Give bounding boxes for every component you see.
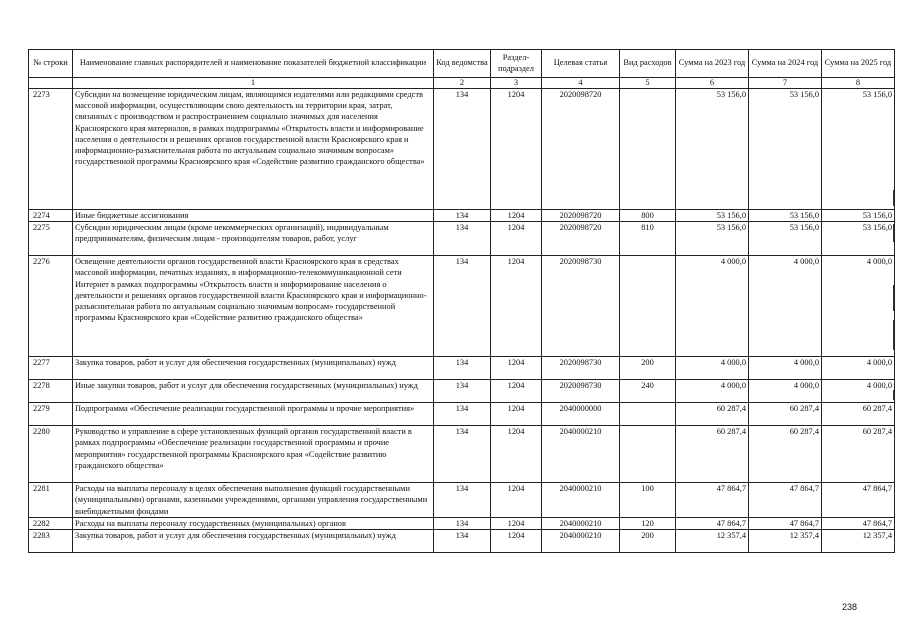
sum-2024-cell: 4 000,0	[749, 380, 822, 403]
column-number: 3	[491, 78, 542, 89]
exp-type-cell: 100	[620, 483, 676, 518]
exp-type-cell	[620, 403, 676, 426]
target-cell: 2040000210	[542, 517, 620, 529]
margin-mark	[893, 320, 894, 350]
row-name-cell: Закупка товаров, работ и услуг для обеспечения государственных (муниципальных) нужд	[73, 530, 434, 553]
margin-mark	[893, 190, 894, 206]
sum-2023-cell: 60 287,4	[676, 403, 749, 426]
target-cell: 2040000210	[542, 530, 620, 553]
target-cell: 2020098720	[542, 222, 620, 256]
sum-2024-cell: 47 864,7	[749, 517, 822, 529]
row-number-cell: 2283	[29, 530, 73, 553]
sum-2025-cell: 53 156,0	[822, 210, 895, 222]
sum-2025-cell: 47 864,7	[822, 517, 895, 529]
target-cell: 2040000210	[542, 426, 620, 483]
table-row	[29, 426, 895, 483]
target-cell: 2020098720	[542, 210, 620, 222]
dept-code-cell: 134	[434, 426, 491, 483]
sum-2025-cell: 4 000,0	[822, 380, 895, 403]
column-number: 5	[620, 78, 676, 89]
sum-2025-cell: 47 864,7	[822, 483, 895, 518]
sum-2023-cell: 12 357,4	[676, 530, 749, 553]
header-sum-2023: Сумма на 2023 год	[676, 50, 749, 78]
header-sum-2024: Сумма на 2024 год	[749, 50, 822, 78]
sum-2024-cell: 4 000,0	[749, 357, 822, 380]
table-row	[29, 403, 895, 426]
exp-type-cell: 810	[620, 222, 676, 256]
section-cell: 1204	[491, 357, 542, 380]
sum-2023-cell: 4 000,0	[676, 380, 749, 403]
table-row	[29, 530, 895, 553]
section-cell: 1204	[491, 530, 542, 553]
column-number: 8	[822, 78, 895, 89]
sum-2023-cell: 4 000,0	[676, 357, 749, 380]
sum-2025-cell: 4 000,0	[822, 357, 895, 380]
sum-2023-cell: 60 287,4	[676, 426, 749, 483]
column-number: 4	[542, 78, 620, 89]
sum-2025-cell: 53 156,0	[822, 89, 895, 210]
margin-mark	[893, 390, 894, 400]
table-body	[29, 89, 895, 553]
sum-2024-cell: 60 287,4	[749, 403, 822, 426]
row-number-cell: 2278	[29, 380, 73, 403]
section-cell: 1204	[491, 517, 542, 529]
column-number: 1	[73, 78, 434, 89]
section-cell: 1204	[491, 380, 542, 403]
target-cell: 2020098730	[542, 380, 620, 403]
row-number-cell: 2274	[29, 210, 73, 222]
target-cell: 2020098720	[542, 89, 620, 210]
column-number: 6	[676, 78, 749, 89]
budget-table	[28, 49, 895, 553]
row-name-cell: Расходы на выплаты персоналу государственных (муниципальных) органов	[73, 517, 434, 529]
exp-type-cell	[620, 426, 676, 483]
exp-type-cell	[620, 89, 676, 210]
row-number-cell: 2279	[29, 403, 73, 426]
exp-type-cell	[620, 256, 676, 357]
dept-code-cell: 134	[434, 256, 491, 357]
table-row	[29, 89, 895, 210]
exp-type-cell: 240	[620, 380, 676, 403]
row-number-cell: 2281	[29, 483, 73, 518]
row-number-cell: 2277	[29, 357, 73, 380]
row-name-cell: Субсидии юридическим лицам (кроме некоммерческих организаций), индивидуальным предпринимателям, физическим лицам - производителям товаров, работ, услуг	[73, 222, 434, 256]
row-name-cell: Руководство и управление в сфере установленных функций органов государственной власти в рамках подпрограммы «Обеспечение реализации государственной программы и прочие мероприятия» государственной программы Красноярского края «Содействие развитию гражданского общества»	[73, 426, 434, 483]
page-number: 238	[842, 602, 858, 612]
sum-2023-cell: 53 156,0	[676, 222, 749, 256]
dept-code-cell: 134	[434, 357, 491, 380]
sum-2023-cell: 47 864,7	[676, 517, 749, 529]
row-name-cell: Иные бюджетные ассигнования	[73, 210, 434, 222]
header-row-no: № строки	[29, 50, 73, 78]
target-cell: 2040000000	[542, 403, 620, 426]
sum-2023-cell: 53 156,0	[676, 89, 749, 210]
header-exp-type: Вид расходов	[620, 50, 676, 78]
margin-mark	[893, 285, 894, 311]
target-cell: 2040000210	[542, 483, 620, 518]
header-name: Наименование главных распорядителей и наименование показателей бюджетной классификации	[73, 50, 434, 78]
dept-code-cell: 134	[434, 517, 491, 529]
table-row	[29, 483, 895, 518]
sum-2024-cell: 60 287,4	[749, 426, 822, 483]
table-row	[29, 256, 895, 357]
header-section: Раздел-подраздел	[491, 50, 542, 78]
sum-2025-cell: 60 287,4	[822, 403, 895, 426]
table-row	[29, 222, 895, 256]
section-cell: 1204	[491, 222, 542, 256]
dept-code-cell: 134	[434, 89, 491, 210]
exp-type-cell: 120	[620, 517, 676, 529]
row-number-cell: 2280	[29, 426, 73, 483]
dept-code-cell: 134	[434, 222, 491, 256]
section-cell: 1204	[491, 483, 542, 518]
sum-2024-cell: 53 156,0	[749, 210, 822, 222]
column-number	[29, 78, 73, 89]
row-name-cell: Закупка товаров, работ и услуг для обеспечения государственных (муниципальных) нужд	[73, 357, 434, 380]
header-dept-code: Код ведомства	[434, 50, 491, 78]
target-cell: 2020098730	[542, 256, 620, 357]
exp-type-cell: 200	[620, 530, 676, 553]
row-number-cell: 2276	[29, 256, 73, 357]
header-sum-2025: Сумма на 2025 год	[822, 50, 895, 78]
row-name-cell: Субсидии на возмещение юридическим лицам, являющимся издателями или редакциями средств массовой информации, осуществляющим свою деятельность на территории края, затрат, связанных с производством и распространением социально значимых для населения Красноярского края материалов, в рамках подпрограммы «Открытость власти и информирование населения о деятельности и решениях органов государственной власти Красноярского края и информационно-разъяснительная работа по актуальным социально значимым вопросам» государственной программы Красноярского края «Содействие развитию гражданского общества»	[73, 89, 434, 210]
sum-2024-cell: 4 000,0	[749, 256, 822, 357]
header-row	[29, 50, 895, 78]
sum-2024-cell: 53 156,0	[749, 89, 822, 210]
dept-code-cell: 134	[434, 380, 491, 403]
dept-code-cell: 134	[434, 210, 491, 222]
sum-2024-cell: 12 357,4	[749, 530, 822, 553]
table-row	[29, 357, 895, 380]
dept-code-cell: 134	[434, 530, 491, 553]
row-name-cell: Иные закупки товаров, работ и услуг для обеспечения государственных (муниципальных) нужд	[73, 380, 434, 403]
table-row	[29, 380, 895, 403]
section-cell: 1204	[491, 210, 542, 222]
row-number-cell: 2273	[29, 89, 73, 210]
column-numbers-row	[29, 78, 895, 89]
sum-2023-cell: 4 000,0	[676, 256, 749, 357]
sum-2023-cell: 53 156,0	[676, 210, 749, 222]
row-name-cell: Освещение деятельности органов государственной власти Красноярского края в средствах массовой информации, печатных изданиях, в информационно-телекоммуникационной сети Интернет в рамках подпрограммы «Открытость власти и информирование населения о деятельности и решениях органов государственной власти Красноярского края и информационно-разъяснительная работа по актуальным социально значимым вопросам» государственной программы Красноярского края «Содействие развитию гражданского общества»	[73, 256, 434, 357]
section-cell: 1204	[491, 89, 542, 210]
section-cell: 1204	[491, 426, 542, 483]
dept-code-cell: 134	[434, 403, 491, 426]
column-number: 2	[434, 78, 491, 89]
table-row	[29, 210, 895, 222]
section-cell: 1204	[491, 403, 542, 426]
sum-2025-cell: 53 156,0	[822, 222, 895, 256]
table-row	[29, 517, 895, 529]
target-cell: 2020098730	[542, 357, 620, 380]
dept-code-cell: 134	[434, 483, 491, 518]
row-name-cell: Подпрограмма «Обеспечение реализации государственной программы и прочие мероприятия»	[73, 403, 434, 426]
sum-2023-cell: 47 864,7	[676, 483, 749, 518]
row-number-cell: 2282	[29, 517, 73, 529]
sum-2024-cell: 53 156,0	[749, 222, 822, 256]
section-cell: 1204	[491, 256, 542, 357]
sum-2025-cell: 12 357,4	[822, 530, 895, 553]
header-target: Целевая статья	[542, 50, 620, 78]
margin-mark	[893, 224, 894, 242]
sum-2024-cell: 47 864,7	[749, 483, 822, 518]
row-number-cell: 2275	[29, 222, 73, 256]
row-name-cell: Расходы на выплаты персоналу в целях обеспечения выполнения функций государственными (муниципальными) органами, казенными учреждениями, органами управления государственными внебюджетными фондами	[73, 483, 434, 518]
sum-2025-cell: 60 287,4	[822, 426, 895, 483]
sum-2025-cell: 4 000,0	[822, 256, 895, 357]
exp-type-cell: 200	[620, 357, 676, 380]
column-number: 7	[749, 78, 822, 89]
exp-type-cell: 800	[620, 210, 676, 222]
